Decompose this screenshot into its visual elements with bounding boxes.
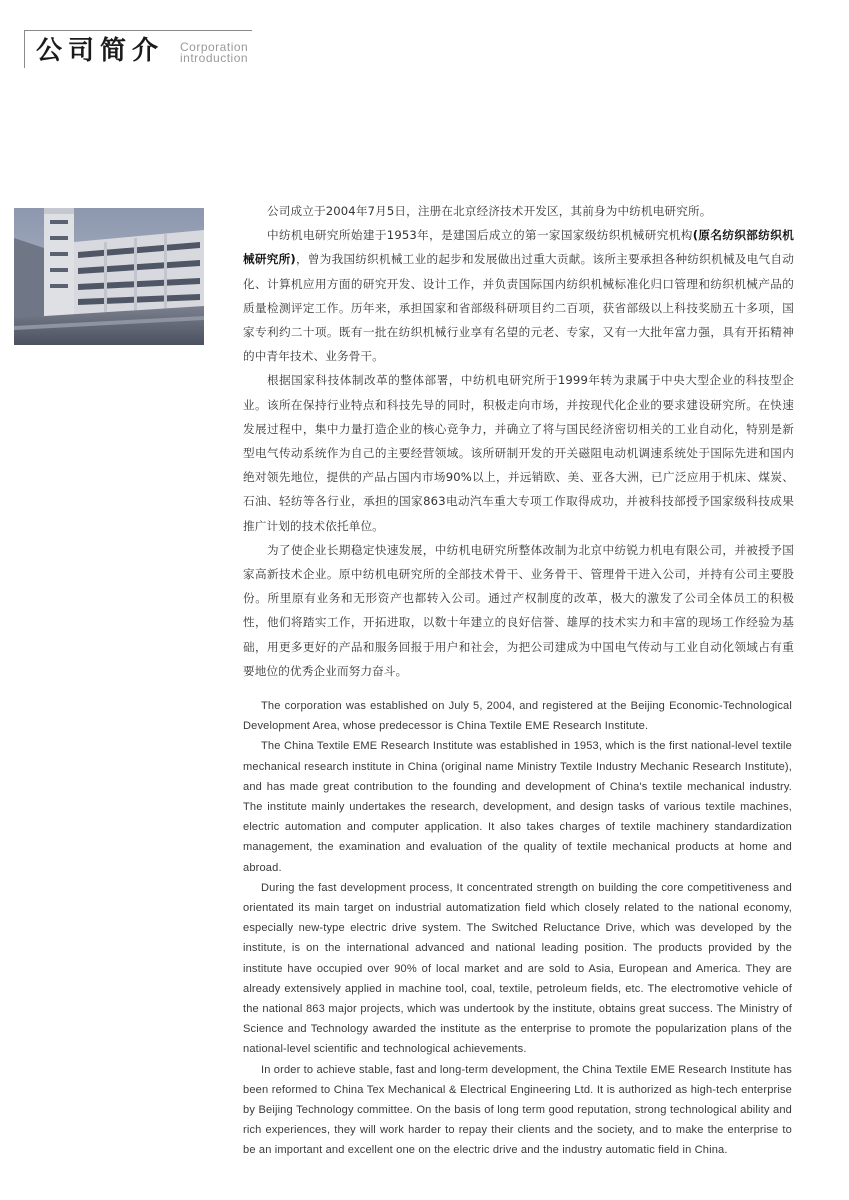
cn-paragraph-1: 公司成立于2004年7月5日，注册在北京经济技术开发区，其前身为中纺机电研究所。	[267, 204, 712, 218]
cn-paragraph-4: 为了使企业长期稳定快速发展，中纺机电研究所整体改制为北京中纺锐力机电有限公司，并被授予国家高新技术企业。原中纺机电研究所的全部技术骨干、业务骨干、管理骨干进入公司，并持有公司主要股份。所里原有业务和无形资产也都转入公司。通过产权制度的改革，极大的激发了公司全体员工的积极性，他们将踏实工作，开拓进取，以数十年建立的良好信誉、雄厚的技术实力和丰富的现场工作经验为基础，用更多更好的产品和服务回报于用户和社会，为把公司建成为中国电气传动与工业自动化领域占有重要地位的优秀企业而努力奋斗。	[243, 542, 794, 678]
cn-paragraph-2-rest: ，曾为我国纺织机械工业的起步和发展做出过重大贡献。该所主要承担各种纺织机械及电气自动化、计算机应用方面的研究开发、设计工作，并负责国际国内纺织机械标准化归口管理和纺织机械产品的质量检测评定工作。历年来，承担国家和省部级科研项目约二百项，获省部级以上科技奖励五十多项，国家专利约二十项。既有一批在纺织机械行业享有名望的元老、专家，又有一大批年富力强，具有开拓精神的中青年技术、业务骨干。	[243, 252, 794, 364]
page-subtitle	[180, 42, 248, 64]
subtitle-line-2: introduction	[180, 51, 249, 65]
cn-paragraph-3: 根据国家科技体制改革的整体部署，中纺机电研究所于1999年转为隶属于中央大型企业的科技型企业。该所在保持行业特点和科技先导的同时，积极走向市场，并按现代化企业的要求建设研究所。在快速发展过程中，集中力量打造企业的核心竞争力，并确立了将与国民经济密切相关的工业自动化，特别是新型电气传动系统作为自己的主要经营领域。该所研制开发的开关磁阻电动机调速系统处于国际先进和国内绝对领先地位，提供的产品占国内市场90%以上，并远销欧、美、亚各大洲，已广泛应用于机床、煤炭、石油、轻纺等各行业，承担的国家863电动汽车重大专项工作取得成功，并被科技部授予国家级科技成果推广计划的技术依托单位。	[243, 373, 794, 533]
cn-paragraph-2-start: 中纺机电研究所始建于1953年，是建国后成立的第一家国家级纺织机械研究机构	[267, 228, 693, 243]
en-paragraph-1: The corporation was established on July 5, 2004, and registered at the Beijing Economic-Technological Development Area, whose predecessor is China Textile EME Research Institute.	[243, 700, 792, 733]
page-header	[24, 30, 252, 68]
header-left-rule	[24, 30, 25, 68]
en-paragraph-2: The China Textile EME Research Institute was established in 1953, which is the first national-level textile mechanical research institute in China (original name Ministry Textile Industry Mechanic Research Institute), and has made great contribution to the founding and development of China's textile mechanical industry. The institute mainly undertakes the research, development, and design tasks of various textile machines, electric automation and computer application. It also takes charges of textile machinery standardization management, the examination and evaluation of the quality of textile mechanical products at home and abroad.	[243, 740, 792, 874]
building-photo-svg	[14, 208, 204, 345]
building-photo-icon	[14, 208, 204, 345]
cn-paragraph-2	[243, 223, 794, 368]
english-text	[243, 696, 792, 1161]
page-title: 公司简介	[36, 36, 165, 66]
en-paragraph-4: In order to achieve stable, fast and long-term development, the China Textile EME Research Institute has been reformed to China Tex Mechanical & Electrical Engineering Ltd. It is authorized as high-tech enterprise by Beijing Technology committee. On the basis of long term good reputation, strong technological ability and rich experiences, they will work harder to repay their clients and the society, and to make the enterprise to be an important and excellent one on the electric drive and the industry automatic field in China.	[243, 1063, 792, 1157]
chinese-text	[243, 199, 794, 683]
en-paragraph-3: During the fast development process, It concentrated strength on building the core competitiveness and orientated its main target on industrial automatization field which closely related to the national economy, especially new-type electric drive system. The Switched Reluctance Drive, which was developed by the institute, is on the international advanced and national leading position. The products provided by the institute have occupied over 90% of local market and are sold to Asia, European and America. They are already extensively applied in machine tool, coal, textile, petroleum fields, etc. The electromotive vehicle of the national 863 major projects, which was undertook by the institute, obtains great success. The Ministry of Science and Technology awarded the institute as the enterprise to promote the popularization plans of the national-level scientific and technological achievements.	[243, 881, 792, 1056]
header-top-rule	[24, 30, 252, 31]
subtitle-line-1: Corporation	[180, 40, 249, 54]
cn-original-name: (原名纺织部纺织机械研究所)	[243, 228, 794, 267]
